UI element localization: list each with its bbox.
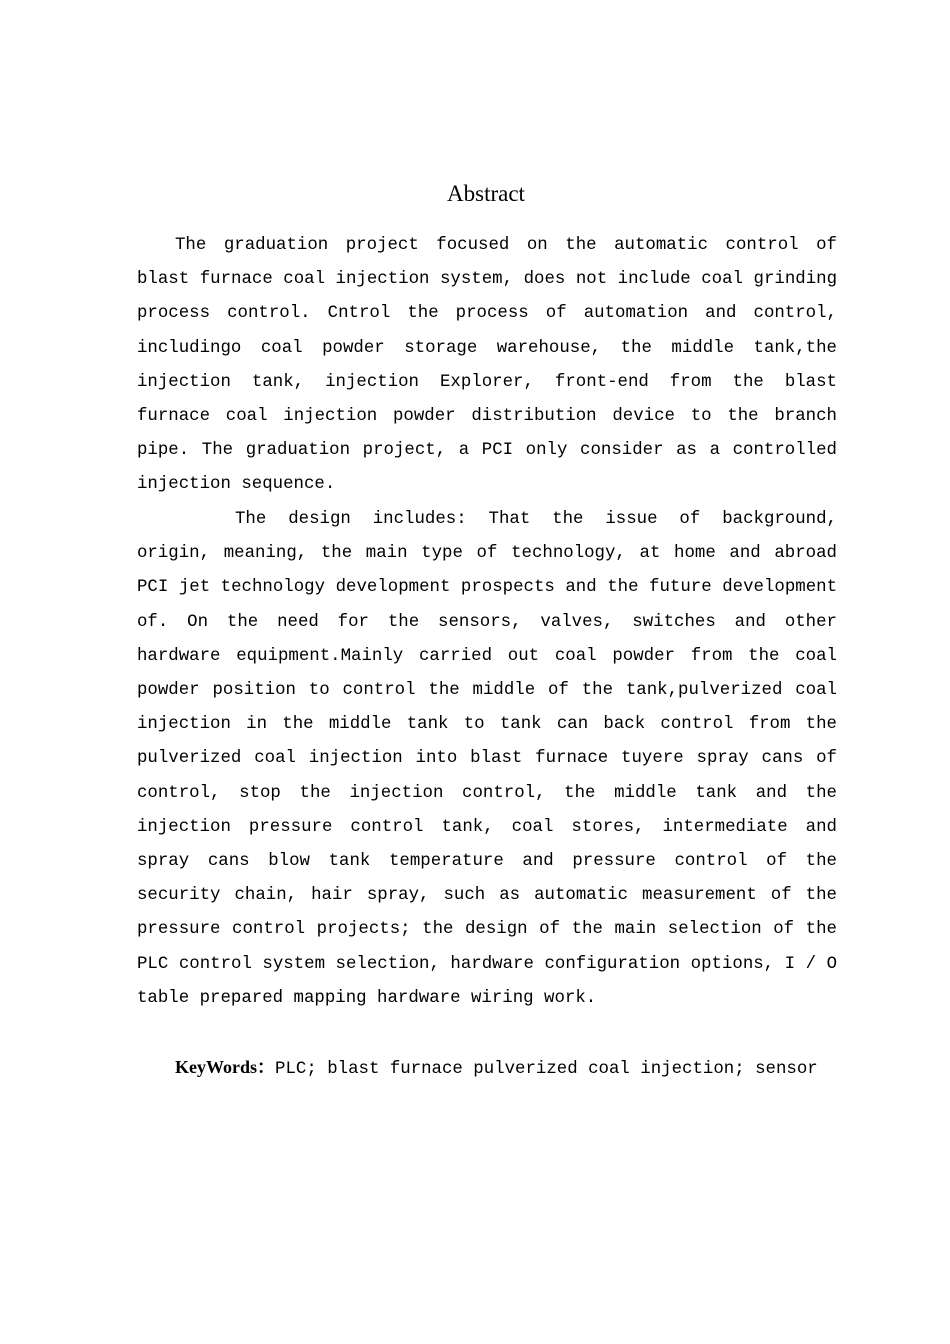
abstract-title: Abstract — [447, 181, 525, 206]
abstract-paragraph-1: The graduation project focused on the automatic control of blast furnace coal injection system, does not include coal grinding process control. Cntrol the process of automation and control, includingo coal powder storage warehouse, the middle tank,the injection tank, injection Explorer, front-end from the blast furnace coal injection powder distribution device to the branch pipe. The graduation project, a PCI only consider as a controlled injection sequence. — [137, 236, 837, 495]
keywords-label: KeyWords： — [175, 1057, 276, 1077]
keywords-line — [137, 1051, 837, 1086]
abstract-paragraph-2: The design includes: That the issue of background, origin, meaning, the main type of technology, at home and abroad PCI jet technology development prospects and the future development of. On the need for the sensors, valves, switches and other hardware equipment.Mainly carried out coal powder from the coal powder position to control the middle of the tank,pulverized coal injection in the middle tank to tank can back control from the pulverized coal injection into blast furnace tuyere spray cans of control, stop the injection control, the middle tank and the injection pressure control tank, coal stores, intermediate and spray cans blow tank temperature and pressure control of the security chain, hair spray, such as automatic measurement of the pressure control projects; the design of the main selection of the PLC control system selection, hardware configuration options, I / O table prepared mapping hardware wiring work. — [137, 510, 837, 1008]
keywords-text: PLC; blast furnace pulverized coal injection; sensor — [275, 1060, 818, 1079]
